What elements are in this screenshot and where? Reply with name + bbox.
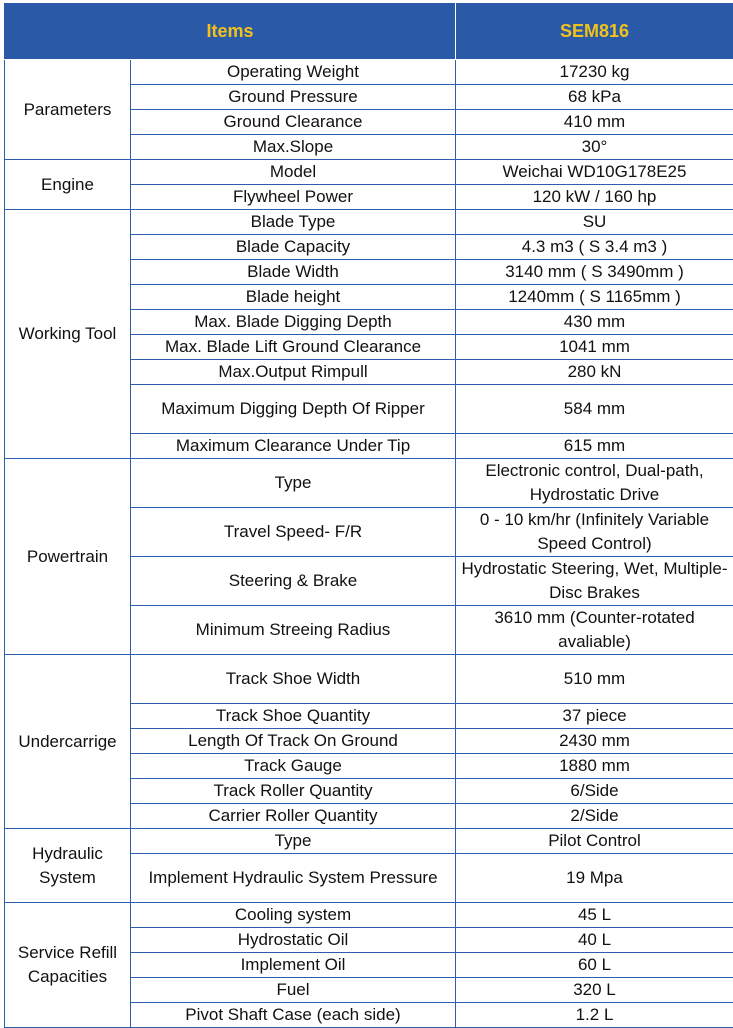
spec-row [5, 459, 733, 508]
spec-value: 2430 mm [456, 729, 733, 754]
spec-value: 3140 mm ( S 3490mm ) [456, 260, 733, 285]
spec-value: 45 L [456, 903, 733, 928]
spec-value: 0 - 10 km/hr (Infinitely Variable Speed Control) [456, 508, 733, 557]
spec-label: Steering & Brake [131, 557, 456, 606]
spec-label: Max. Blade Lift Ground Clearance [131, 335, 456, 360]
spec-label: Maximum Digging Depth Of Ripper [131, 385, 456, 434]
spec-label: Blade Capacity [131, 235, 456, 260]
category-cell: Working Tool [5, 210, 131, 459]
spec-value: 280 kN [456, 360, 733, 385]
spec-value: 410 mm [456, 110, 733, 135]
spec-label: Length Of Track On Ground [131, 729, 456, 754]
spec-label: Track Shoe Width [131, 655, 456, 704]
spec-value: 615 mm [456, 434, 733, 459]
spec-value: 1880 mm [456, 754, 733, 779]
spec-label: Operating Weight [131, 60, 456, 85]
spec-value: 510 mm [456, 655, 733, 704]
spec-value: Hydrostatic Steering, Wet, Multiple-Disc Brakes [456, 557, 733, 606]
spec-label: Blade Type [131, 210, 456, 235]
spec-value: 584 mm [456, 385, 733, 434]
spec-value: 430 mm [456, 310, 733, 335]
category-cell: Engine [5, 160, 131, 210]
spec-label: Travel Speed- F/R [131, 508, 456, 557]
category-cell: Hydraulic System [5, 829, 131, 903]
spec-label: Fuel [131, 978, 456, 1003]
spec-label: Pivot Shaft Case (each side) [131, 1003, 456, 1028]
spec-label: Flywheel Power [131, 185, 456, 210]
category-cell: Powertrain [5, 459, 131, 655]
spec-label: Ground Pressure [131, 85, 456, 110]
spec-value: 2/Side [456, 804, 733, 829]
spec-label: Ground Clearance [131, 110, 456, 135]
spec-value: 68 kPa [456, 85, 733, 110]
header-model: SEM816 [456, 3, 733, 60]
spec-value: 3610 mm (Counter-rotated avaliable) [456, 606, 733, 655]
spec-value: Pilot Control [456, 829, 733, 854]
spec-value: 4.3 m3 ( S 3.4 m3 ) [456, 235, 733, 260]
spec-row [5, 903, 733, 928]
spec-body [5, 60, 733, 1028]
header-row [5, 3, 733, 60]
spec-value: 1041 mm [456, 335, 733, 360]
spec-value: Weichai WD10G178E25 [456, 160, 733, 185]
spec-label: Type [131, 459, 456, 508]
spec-label: Blade height [131, 285, 456, 310]
spec-value: SU [456, 210, 733, 235]
spec-row [5, 655, 733, 704]
category-cell: Service Refill Capacities [5, 903, 131, 1028]
spec-label: Blade Width [131, 260, 456, 285]
spec-value: 60 L [456, 953, 733, 978]
spec-row [5, 829, 733, 854]
header-items: Items [5, 3, 456, 60]
spec-label: Max.Output Rimpull [131, 360, 456, 385]
spec-value: 37 piece [456, 704, 733, 729]
spec-label: Carrier Roller Quantity [131, 804, 456, 829]
spec-value: 320 L [456, 978, 733, 1003]
spec-row [5, 160, 733, 185]
spec-label: Max.Slope [131, 135, 456, 160]
category-cell: Parameters [5, 60, 131, 160]
category-cell: Undercarrige [5, 655, 131, 829]
spec-value: 1240mm ( S 1165mm ) [456, 285, 733, 310]
spec-value: 6/Side [456, 779, 733, 804]
spec-label: Minimum Streeing Radius [131, 606, 456, 655]
spec-label: Track Gauge [131, 754, 456, 779]
spec-label: Hydrostatic Oil [131, 928, 456, 953]
spec-value: 1.2 L [456, 1003, 733, 1028]
spec-row [5, 210, 733, 235]
spec-label: Model [131, 160, 456, 185]
spec-value: 120 kW / 160 hp [456, 185, 733, 210]
spec-label: Track Roller Quantity [131, 779, 456, 804]
spec-value: Electronic control, Dual-path, Hydrostatic Drive [456, 459, 733, 508]
spec-label: Implement Oil [131, 953, 456, 978]
spec-value: 30° [456, 135, 733, 160]
spec-label: Implement Hydraulic System Pressure [131, 854, 456, 903]
spec-table [4, 2, 733, 1028]
spec-row [5, 60, 733, 85]
spec-label: Track Shoe Quantity [131, 704, 456, 729]
spec-label: Maximum Clearance Under Tip [131, 434, 456, 459]
spec-label: Cooling system [131, 903, 456, 928]
spec-label: Max. Blade Digging Depth [131, 310, 456, 335]
spec-value: 40 L [456, 928, 733, 953]
spec-value: 17230 kg [456, 60, 733, 85]
spec-value: 19 Mpa [456, 854, 733, 903]
spec-label: Type [131, 829, 456, 854]
